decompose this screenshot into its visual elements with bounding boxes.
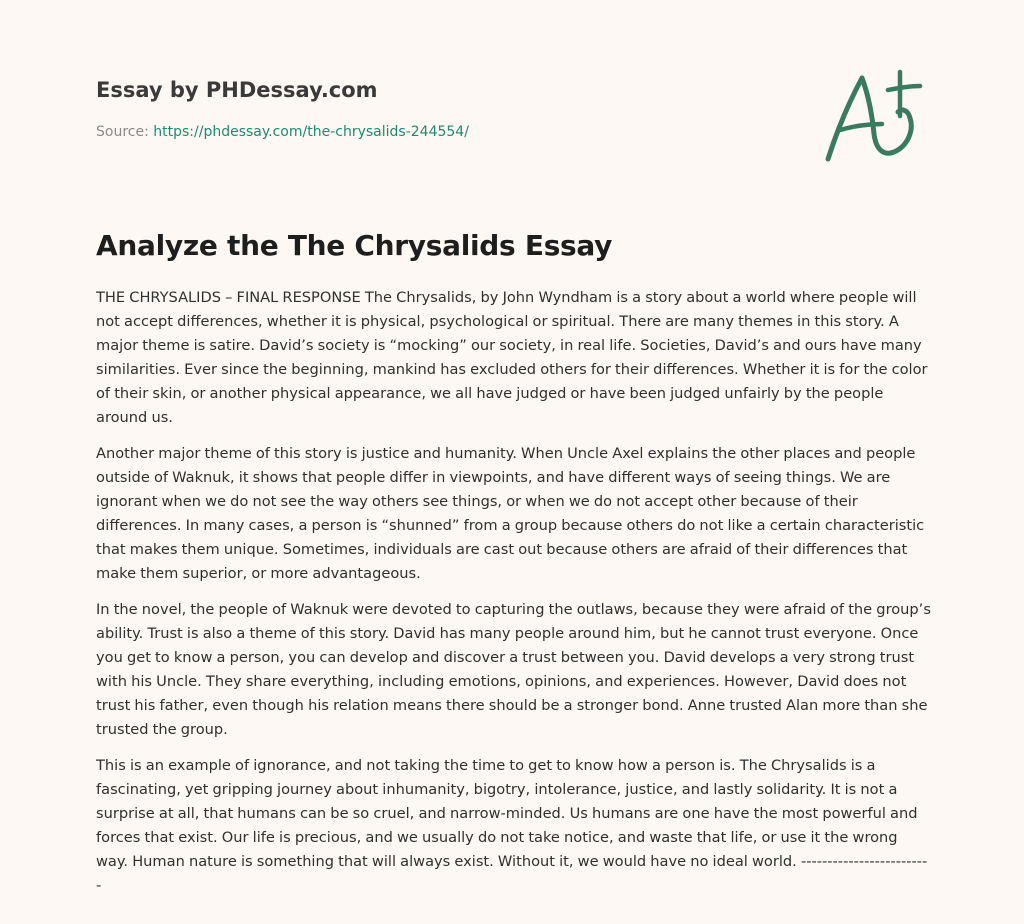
- essay-title: Analyze the The Chrysalids Essay: [96, 229, 613, 262]
- essay-paragraph: Another major theme of this story is justice and humanity. When Uncle Axel explains the other places and people outside of Waknuk, it shows that people differ in viewpoints, and have different ways of seeing things. We are ignorant when we do not see the way others see things, or when we do not accept other because of their differences. In many cases, a person is “shunned” from a group because others do not like a certain characteristic that makes them unique. Sometimes, individuals are cast out because others are afraid of their differences that make them superior, or more advantageous.: [96, 445, 925, 582]
- essay-paragraph: In the novel, the people of Waknuk were devoted to capturing the outlaws, because they were afraid of the group’s ability. Trust is also a theme of this story. David has many people around him, but he cannot trust everyone. Once you get to know a person, you can develop and discover a trust between you. David develops a very strong trust with his Uncle. They share everything, including emotions, opinions, and experiences. However, David does not trust his father, even though his relation means there should be a stronger bond. Anne trusted Alan more than she trusted the group.: [96, 601, 931, 738]
- source-link[interactable]: https://phdessay.com/the-chrysalids-244554/: [153, 124, 469, 140]
- site-brand: Essay by PHDessay.com: [96, 78, 378, 102]
- essay-header: [96, 76, 796, 142]
- a-plus-grade-icon: [818, 64, 928, 168]
- essay-paragraph: This is an example of ignorance, and not taking the time to get to know how a person is. The Chrysalids is a fascinating, yet gripping journey about inhumanity, bigotry, intolerance, justice, and lastly solidarity. It is not a surprise at all, that humans can be so cruel, and narrow-minded. Us humans are one have the most powerful and forces that exist. Our life is precious, and we usually do not take notice, and waste that life, or use it the wrong way. Human nature is something that will always exist. Without it, we would have no ideal world. -------------------------: [96, 757, 928, 894]
- source-label: Source:: [96, 124, 154, 140]
- essay-paragraph: THE CHRYSALIDS – FINAL RESPONSE The Chrysalids, by John Wyndham is a story about a world where people will not accept differences, whether it is physical, psychological or spiritual. There are many themes in this story. A major theme is satire. David’s society is “mocking” our society, in real life. Societies, David’s and ours have many similarities. Ever since the beginning, mankind has excluded others for their differences. Whether it is for the color of their skin, or another physical appearance, we all have judged or have been judged unfairly by the people around us.: [96, 289, 928, 426]
- source-line: [96, 122, 796, 142]
- essay-body: [96, 286, 932, 910]
